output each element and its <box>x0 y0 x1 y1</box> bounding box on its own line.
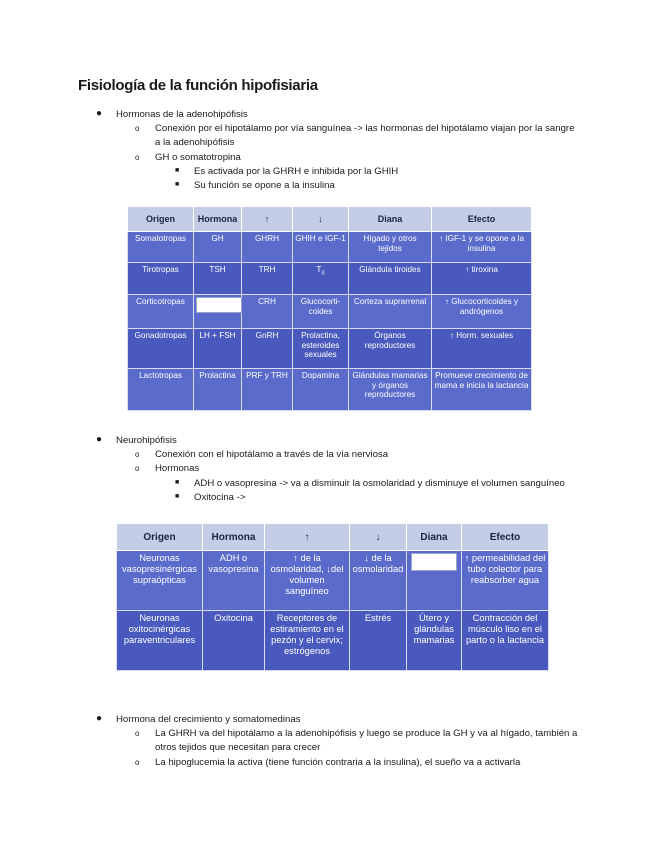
table-cell: CRH <box>242 295 293 329</box>
list-subitem: Es activada por la GHRH e inhibida por la GHIH <box>194 166 399 177</box>
table-cell-blank <box>407 551 462 611</box>
list-item: GH o somatotropina <box>155 152 241 163</box>
neurohipofisis-table <box>116 523 549 671</box>
table-cell: Receptores de estiramiento en el pezón y el cervix; estrógenos <box>265 611 350 671</box>
column-header: Efecto <box>462 524 549 551</box>
table-cell: TSH <box>194 263 242 295</box>
table-cell: Glándulas mamarias y órganos reproductores <box>349 369 432 411</box>
page-title: Fisiología de la función hipofisiaria <box>78 77 318 94</box>
bullet-square: ■ <box>175 181 180 188</box>
bullet-circle: o <box>135 729 140 738</box>
table-cell: PRF y TRH <box>242 369 293 411</box>
t3-label: T <box>316 265 322 274</box>
table-cell <box>293 263 349 295</box>
table-cell: Prolactina, esteroides sexuales <box>293 329 349 369</box>
table-cell: Lactotropas <box>128 369 194 411</box>
list-item-continuation: otros tejidos que necesitan para crecer <box>155 742 321 753</box>
table-cell: Prolactina <box>194 369 242 411</box>
table-cell: Oxitocina <box>203 611 265 671</box>
bullet-circle: o <box>135 464 140 473</box>
bullet-circle: o <box>135 450 140 459</box>
column-header: Diana <box>349 207 432 232</box>
table-cell: GH <box>194 232 242 263</box>
bullet-circle: o <box>135 153 140 162</box>
table-row <box>128 295 532 329</box>
bullet-square: ■ <box>175 479 180 486</box>
table-row <box>128 369 532 411</box>
table-cell: Promueve crecimiento de mama e inicia la lactancia <box>432 369 532 411</box>
bullet-square: ■ <box>175 167 180 174</box>
table-cell: Corteza suprarrenal <box>349 295 432 329</box>
table-cell: Neuronas oxitocinérgicas paraventriculares <box>117 611 203 671</box>
table-row <box>128 263 532 295</box>
bullet-dot: ● <box>96 108 103 119</box>
table-header-row <box>117 524 549 551</box>
table-cell: Glándula tiroides <box>349 263 432 295</box>
blank-answer-box <box>196 297 242 313</box>
table-cell: GHIH e IGF-1 <box>293 232 349 263</box>
table-cell: Estrés <box>350 611 407 671</box>
table-cell: ↑ IGF-1 y se opone a la insulina <box>432 232 532 263</box>
column-header: Efecto <box>432 207 532 232</box>
bullet-circle: o <box>135 758 140 767</box>
list-item: Hormonas <box>155 463 200 474</box>
table-cell: Dopamina <box>293 369 349 411</box>
table-cell: Hígado y otros tejidos <box>349 232 432 263</box>
column-header: Origen <box>128 207 194 232</box>
table-header-row <box>128 207 532 232</box>
list-item: Conexión por el hipotálamo por vía sanguínea -> las hormonas del hipotálamo viajan por la sangre <box>155 123 575 134</box>
table-cell: Tirotropas <box>128 263 194 295</box>
list-item-continuation: a la adenohipófisis <box>155 137 235 148</box>
table-cell: ↑ de la osmolaridad, ↓del volumen sanguíneo <box>265 551 350 611</box>
column-header: ↓ <box>293 207 349 232</box>
table-cell: Contracción del músculo liso en el parto o la lactancia <box>462 611 549 671</box>
section-heading-neurohipofisis: Neurohipófisis <box>116 435 177 446</box>
table-cell: LH + FSH <box>194 329 242 369</box>
column-header: Diana <box>407 524 462 551</box>
table-cell: Útero y glándulas mamarias <box>407 611 462 671</box>
list-item: La hipoglucemia la activa (tiene función contraria a la insulina), el sueño va a activarla <box>155 757 521 768</box>
table-cell: Órganos reproductores <box>349 329 432 369</box>
table-cell: ↑ tiroxina <box>432 263 532 295</box>
list-item: Conexión con el hipotálamo a través de la vía nerviosa <box>155 449 389 460</box>
list-item: La GHRH va del hipotálamo a la adenohipófisis y luego se produce la GH y va al hígado, también a <box>155 728 578 739</box>
table-cell: ↓ de la osmolaridad <box>350 551 407 611</box>
table-row <box>117 611 549 671</box>
table-cell: ADH o vasopresina <box>203 551 265 611</box>
table-cell: ↑ Glucocorticoides y andrógenos <box>432 295 532 329</box>
adenohipofisis-table <box>127 206 532 411</box>
table-cell: ↑ permeabilidad del tubo colector para reabsorber agua <box>462 551 549 611</box>
column-header: Hormona <box>203 524 265 551</box>
bullet-dot: ● <box>96 434 103 445</box>
table-row <box>128 232 532 263</box>
column-header: ↓ <box>350 524 407 551</box>
bullet-square: ■ <box>175 493 180 500</box>
bullet-circle: o <box>135 124 140 133</box>
t3-subscript: 3 <box>321 270 325 277</box>
table-cell: Gonadotropas <box>128 329 194 369</box>
blank-answer-box <box>411 553 457 571</box>
list-subitem: Oxitocina -> <box>194 492 246 503</box>
table-cell: Somatotropas <box>128 232 194 263</box>
table-cell: Corticotropas <box>128 295 194 329</box>
table-cell: ↑ Horm. sexuales <box>432 329 532 369</box>
list-subitem: Su función se opone a la insulina <box>194 180 335 191</box>
column-header: ↑ <box>242 207 293 232</box>
table-row <box>128 329 532 369</box>
section-heading-adenohipofisis: Hormonas de la adenohipófisis <box>116 109 248 120</box>
table-cell: TRH <box>242 263 293 295</box>
column-header: Hormona <box>194 207 242 232</box>
column-header: Origen <box>117 524 203 551</box>
table-row <box>117 551 549 611</box>
list-subitem: ADH o vasopresina -> va a disminuir la osmolaridad y disminuye el volumen sanguíneo <box>194 478 565 489</box>
table-cell: GHRH <box>242 232 293 263</box>
table-cell-blank <box>194 295 242 329</box>
section-heading-hormona-crecimiento: Hormona del crecimiento y somatomedinas <box>116 714 301 725</box>
column-header: ↑ <box>265 524 350 551</box>
table-cell: Glucocorti-coides <box>293 295 349 329</box>
bullet-dot: ● <box>96 713 103 724</box>
table-cell: GnRH <box>242 329 293 369</box>
table-cell: Neuronas vasopresinérgicas supraópticas <box>117 551 203 611</box>
